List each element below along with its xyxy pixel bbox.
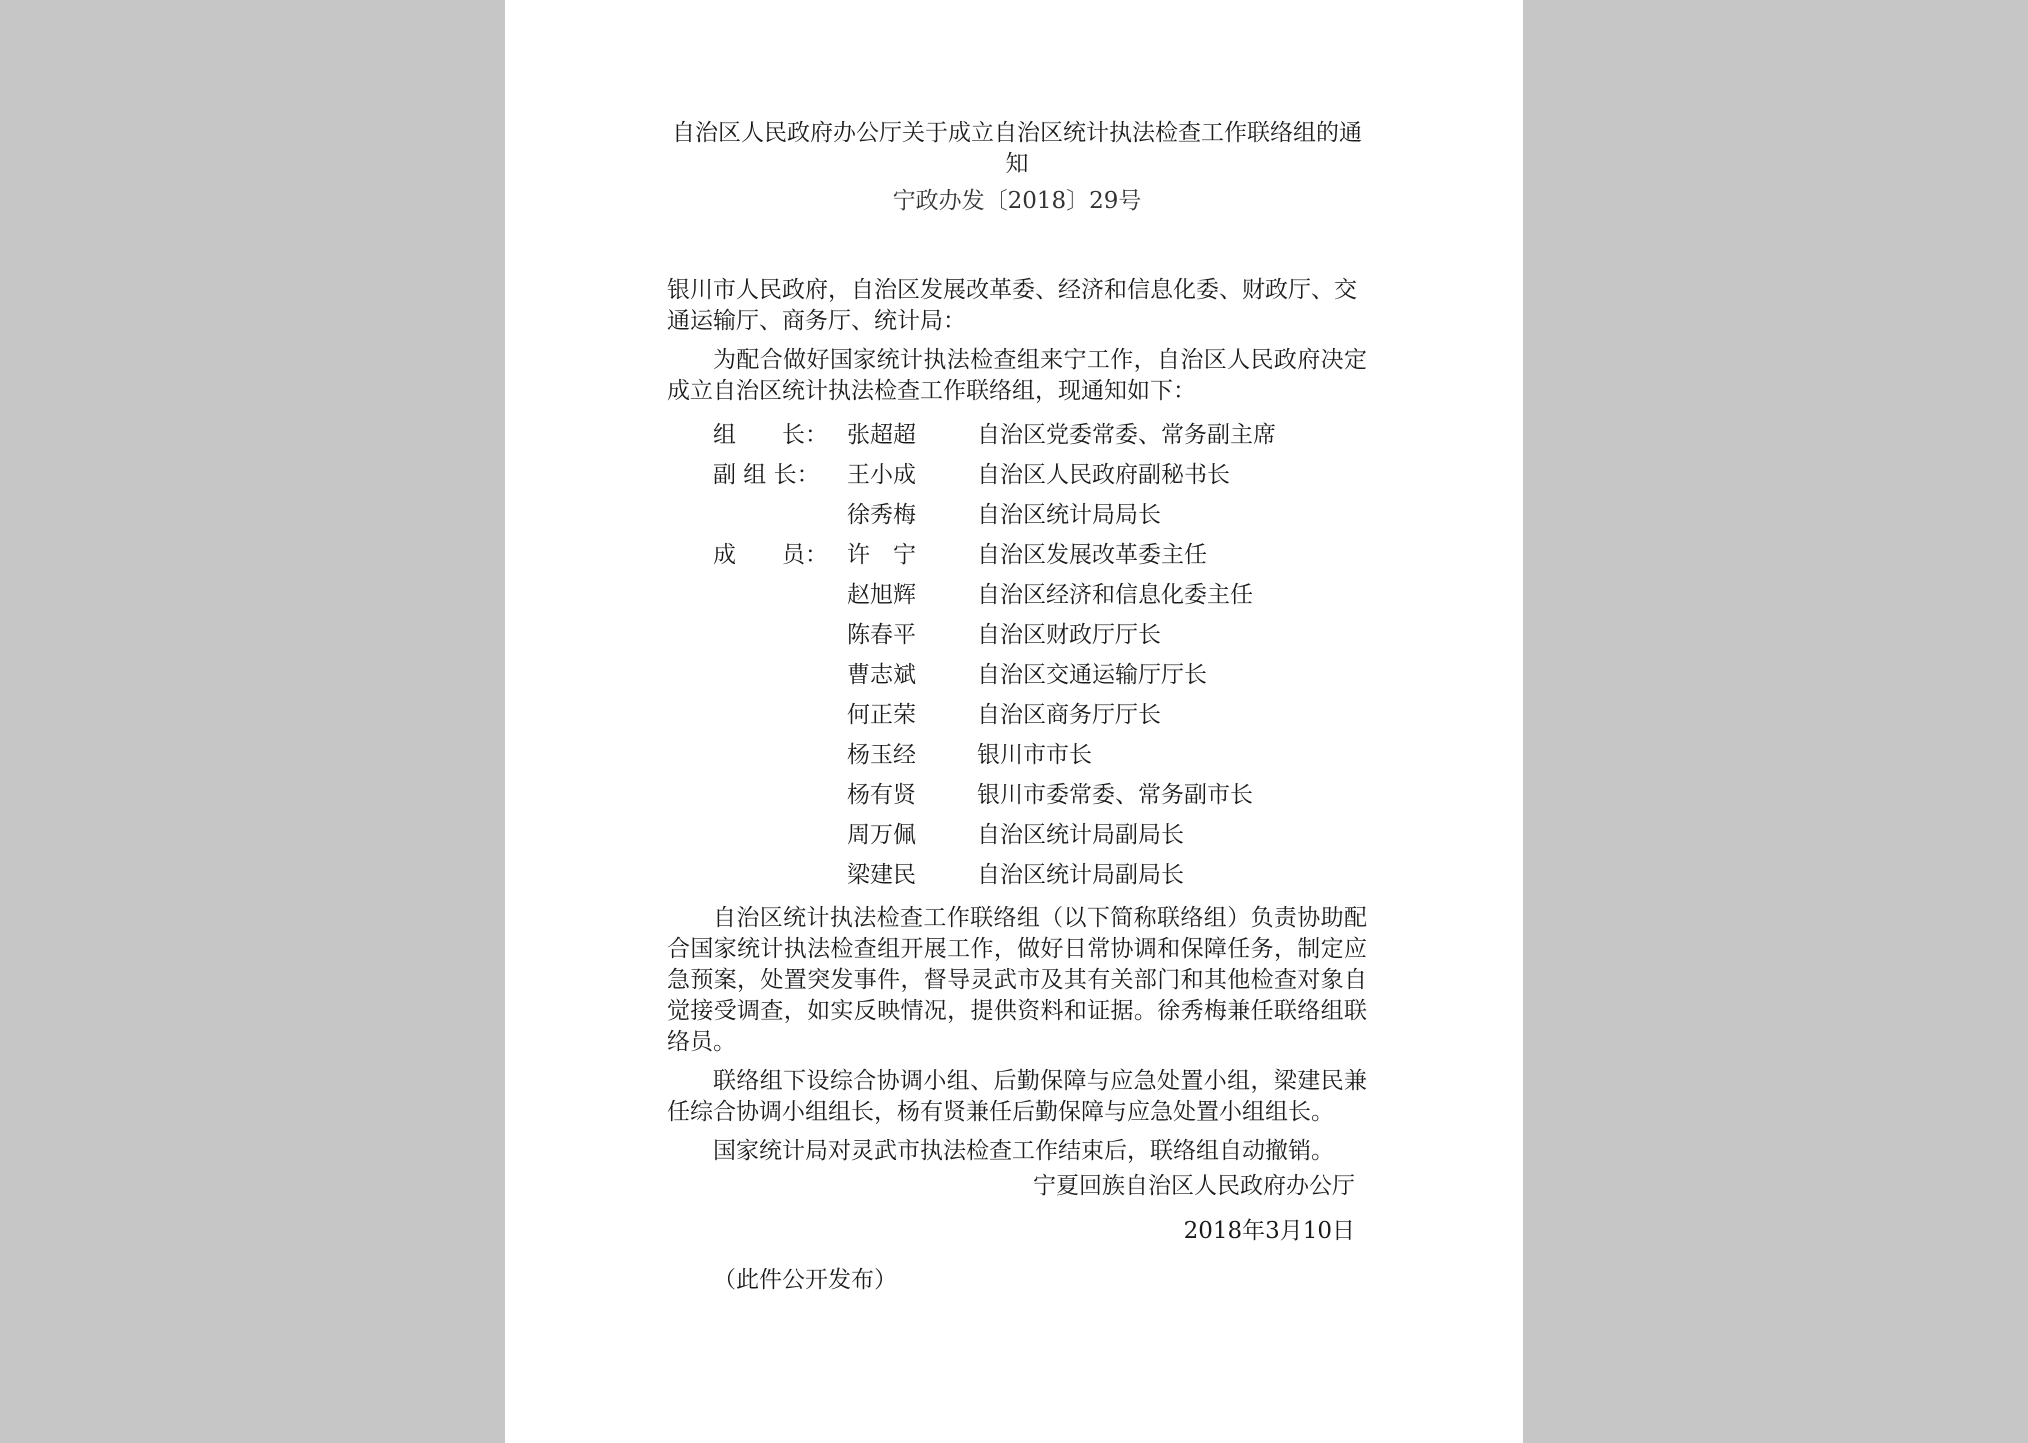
roster-role (667, 615, 847, 655)
roster-position: 自治区党委常委、常务副主席 (977, 422, 1276, 448)
roster-row (667, 655, 1367, 695)
roster-row (667, 535, 1367, 575)
roster-row (667, 735, 1367, 775)
intro-paragraph: 为配合做好国家统计执法检查组来宁工作，自治区人民政府决定成立自治区统计执法检查工作联络组，现通知如下： (667, 347, 1367, 404)
roster-role (667, 575, 847, 615)
roster-name: 周万佩 (847, 822, 916, 848)
roster-role (667, 735, 847, 775)
roster-position: 自治区人民政府副秘书长 (977, 462, 1230, 488)
roster-row (667, 455, 1367, 495)
roster-position: 自治区统计局局长 (977, 502, 1161, 528)
dissolve-paragraph: 国家统计局对灵武市执法检查工作结束后，联络组自动撤销。 (713, 1138, 1334, 1164)
member-roster (667, 415, 1367, 895)
roster-position: 银川市委常委、常务副市长 (977, 782, 1253, 808)
subgroups-paragraph: 联络组下设综合协调小组、后勤保障与应急处置小组，梁建民兼任综合协调小组组长，杨有贤兼任后勤保障与应急处置小组组长。 (667, 1068, 1367, 1125)
roster-row (667, 815, 1367, 855)
roster-role: 成 员： (713, 542, 828, 568)
roster-name: 徐秀梅 (847, 502, 916, 528)
roster-name: 杨有贤 (847, 782, 916, 808)
document-number: 宁政办发〔2018〕29号 (892, 188, 1142, 214)
roster-name: 何正荣 (847, 702, 916, 728)
roster-position: 自治区统计局副局长 (977, 822, 1184, 848)
roster-role (667, 495, 847, 535)
roster-row (667, 775, 1367, 815)
roster-position: 自治区统计局副局长 (977, 862, 1184, 888)
roster-position: 自治区经济和信息化委主任 (977, 582, 1253, 608)
roster-name: 梁建民 (847, 862, 916, 888)
roster-row (667, 415, 1367, 455)
document-title: 自治区人民政府办公厅关于成立自治区统计执法检查工作联络组的通知 (672, 120, 1362, 177)
roster-row (667, 495, 1367, 535)
roster-position: 自治区商务厅厅长 (977, 702, 1161, 728)
roster-position: 自治区发展改革委主任 (977, 542, 1207, 568)
issuer-signature: 宁夏回族自治区人民政府办公厅 (1033, 1173, 1355, 1199)
roster-role: 副 组 长： (713, 462, 820, 488)
roster-position: 银川市市长 (977, 742, 1092, 768)
roster-name: 王小成 (847, 462, 916, 488)
roster-role (667, 775, 847, 815)
document-page (505, 0, 1523, 1443)
roster-name: 许 宁 (847, 542, 916, 568)
roster-row (667, 695, 1367, 735)
roster-role (667, 855, 847, 895)
roster-role (667, 815, 847, 855)
roster-name: 张超超 (847, 422, 916, 448)
roster-role (667, 695, 847, 735)
document-body (667, 118, 1367, 1296)
issue-date: 2018年3月10日 (1183, 1218, 1355, 1244)
duties-paragraph: 自治区统计执法检查工作联络组（以下简称联络组）负责协助配合国家统计执法检查组开展工作，做好日常协调和保障任务，制定应急预案，处置突发事件，督导灵武市及其有关部门和其他检查对象自觉接受调查，如实反映情况，提供资料和证据。徐秀梅兼任联络组联络员。 (667, 905, 1367, 1055)
roster-position: 自治区财政厅厅长 (977, 622, 1161, 648)
roster-name: 杨玉经 (847, 742, 916, 768)
roster-row (667, 575, 1367, 615)
roster-row (667, 615, 1367, 655)
recipients: 银川市人民政府，自治区发展改革委、经济和信息化委、财政厅、交通运输厅、商务厅、统计局： (667, 277, 1357, 334)
roster-position: 自治区交通运输厅厅长 (977, 662, 1207, 688)
roster-name: 陈春平 (847, 622, 916, 648)
roster-name: 曹志斌 (847, 662, 916, 688)
roster-row (667, 855, 1367, 895)
roster-role (667, 655, 847, 695)
roster-name: 赵旭辉 (847, 582, 916, 608)
disclosure-note: （此件公开发布） (713, 1267, 897, 1293)
roster-role: 组 长： (713, 422, 828, 448)
